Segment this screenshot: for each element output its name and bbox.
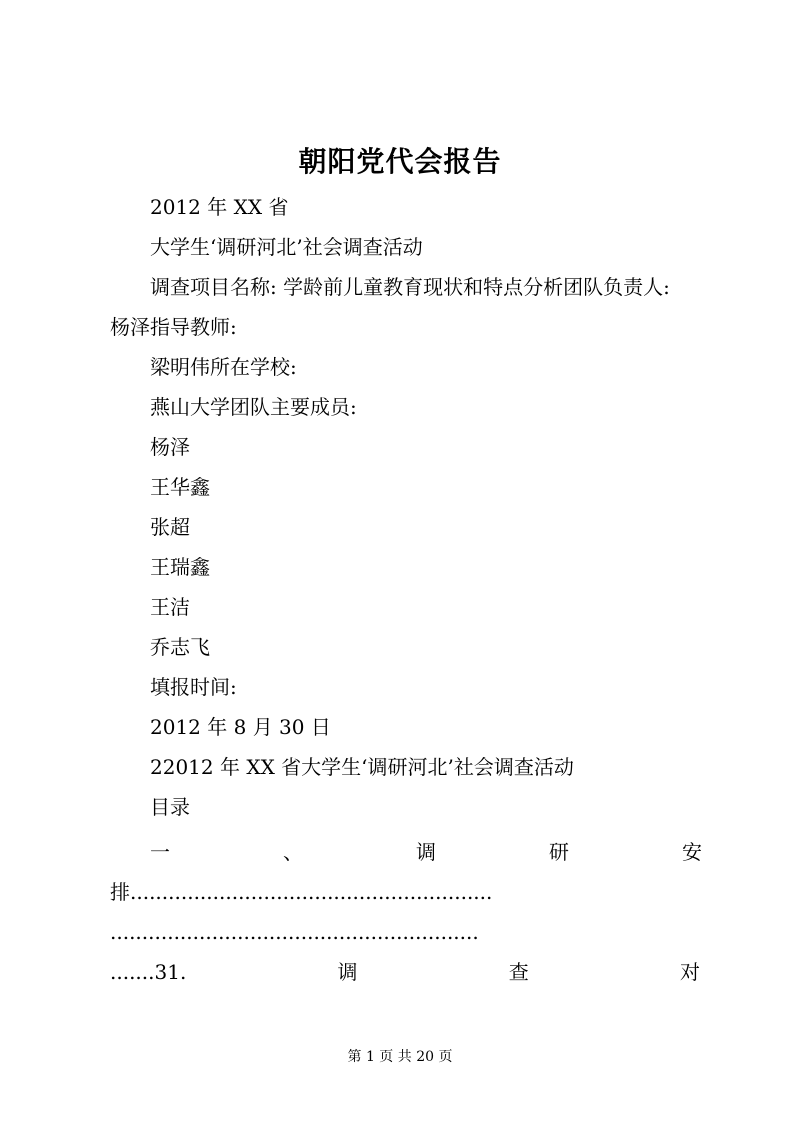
toc-heading: 目录 (150, 795, 190, 819)
toc-char: 对 (679, 960, 700, 984)
toc-row-3: .......................................................... (110, 920, 479, 944)
toc-row-1 (150, 838, 702, 866)
toc-row-2: 排......................................................... (110, 880, 493, 904)
toc-char: 一 (150, 840, 170, 864)
toc-char: 调 (337, 960, 358, 984)
toc-char: 安 (682, 840, 702, 864)
year-province-line: 2012 年 XX 省 (150, 195, 289, 219)
fill-date: 2012 年 8 月 30 日 (150, 715, 331, 739)
member-item: 张超 (150, 515, 190, 539)
toc-char: 调 (416, 840, 436, 864)
toc-row-4 (110, 958, 700, 986)
member-item: 杨泽 (150, 435, 190, 459)
member-item: 王华鑫 (150, 475, 210, 499)
repeated-heading-line: 22012 年 XX 省大学生‘调研河北’社会调查活动 (150, 755, 574, 779)
member-item: 乔志飞 (150, 635, 210, 659)
page-footer: 第 1 页 共 20 页 (347, 1049, 453, 1065)
member-item: 王瑞鑫 (150, 555, 210, 579)
toc-char: 、 (283, 840, 303, 864)
school-line: 燕山大学团队主要成员: (150, 395, 357, 419)
toc-char: 研 (549, 840, 569, 864)
team-leader-line: 杨泽指导教师: (110, 315, 237, 339)
project-name-line: 调查项目名称: 学龄前儿童教育现状和特点分析团队负责人: (150, 275, 670, 299)
toc-dots-page: .......31. (110, 960, 187, 984)
toc-char: 查 (508, 960, 529, 984)
document-title: 朝阳党代会报告 (298, 145, 502, 178)
activity-name-line: 大学生‘调研河北’社会调查活动 (150, 235, 423, 259)
fill-time-label: 填报时间: (150, 675, 237, 699)
member-item: 王洁 (150, 595, 190, 619)
advisor-line: 梁明伟所在学校: (150, 355, 297, 379)
